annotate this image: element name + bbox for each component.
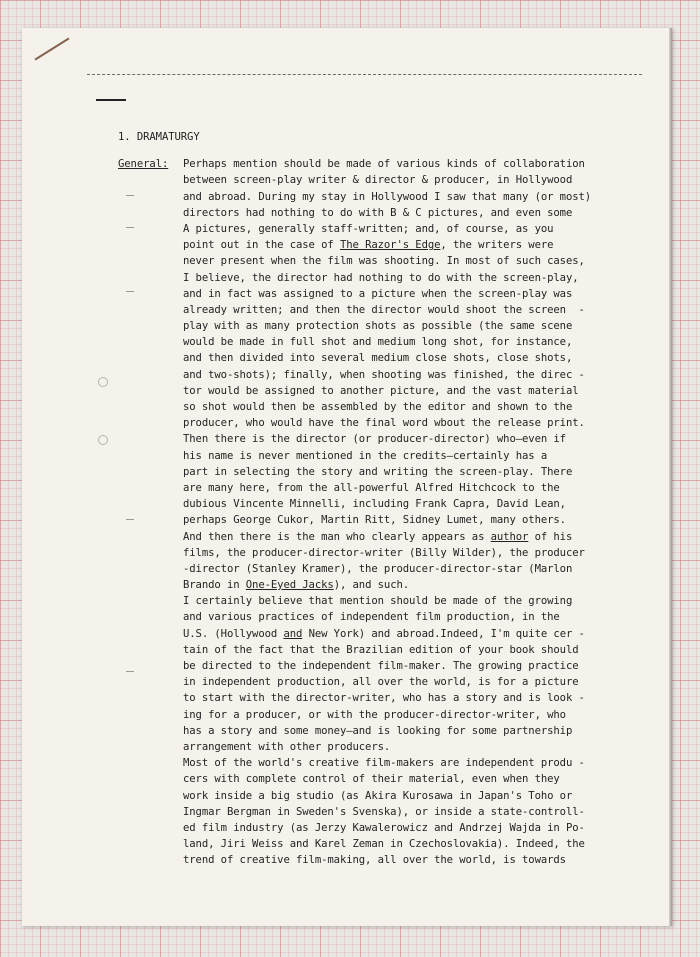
- text-line: already written; and then the director would shoot the screen -: [183, 303, 585, 316]
- text-line: producer, who would have the final word wbout the release print.: [183, 417, 585, 430]
- text-line: tain of the fact that the Brazilian edition of your book should: [183, 643, 579, 656]
- text-line: play with as many protection shots as possible (the same scene: [183, 320, 573, 333]
- text-segment: ), and such.: [333, 579, 410, 592]
- text-line: so shot would then be assembled by the editor and shown to the: [183, 401, 573, 413]
- text-line: in independent production, all over the world, is for a picture: [183, 676, 579, 689]
- section-label: General:: [118, 158, 169, 171]
- text-segment: And then there is the man who clearly appears as: [183, 530, 491, 543]
- punch-hole-mark: [98, 377, 108, 387]
- text-line: never present when the film was shooting. In most of such cases,: [183, 255, 585, 268]
- text-line: ed film industry (as Jerzy Kawalerowicz and Andrzej Wajda in Po-: [183, 821, 585, 834]
- text-line: to start with the director-writer, who has a story and is look -: [183, 692, 585, 705]
- text-segment: , the writers were: [440, 239, 554, 252]
- typed-page: [22, 28, 672, 926]
- paragraph-collaboration: [183, 172, 653, 593]
- text-line: [183, 237, 653, 253]
- text-line: A pictures, generally staff-written; and, of course, as you: [183, 222, 554, 235]
- text-line: be directed to the independent film-maker. The growing practice: [183, 660, 579, 672]
- underlined-title: The Razor's Edge: [339, 239, 441, 252]
- text-line: perhaps George Cukor, Martin Ritt, Sidney Lumet, many others.: [183, 514, 566, 527]
- text-line: would be made in full shot and medium long shot, for instance,: [183, 336, 573, 349]
- text-line: his name is never mentioned in the credits—certainly has a: [183, 449, 548, 462]
- text-line: work inside a big studio (as Akira Kurosawa in Japan's Toho or: [183, 789, 573, 802]
- document-body: [118, 129, 653, 868]
- text-line: has a story and some money—and is looking for some partnership: [183, 724, 573, 737]
- underlined-word: author: [490, 530, 529, 543]
- text-line: [118, 156, 653, 172]
- text-line: land, Jiri Weiss and Karel Zeman in Czechoslovakia). Indeed, the: [183, 838, 585, 851]
- text-segment: New York) and abroad.Indeed, I'm quite cer -: [302, 627, 585, 640]
- text-line: [183, 529, 653, 545]
- text-line: arrangement with other producers.: [183, 740, 391, 753]
- text-line: and then divided into several medium close shots, close shots,: [183, 352, 573, 365]
- text-line: part in selecting the story and writing the screen-play. There: [183, 465, 573, 478]
- text-line: are many here, from the all-powerful Alfred Hitchcock to the: [183, 481, 560, 494]
- pencil-mark: [35, 38, 70, 61]
- text-line: ing for a producer, or with the producer-director-writer, who: [183, 708, 566, 721]
- text-line: directors had nothing to do with B & C pictures, and even some: [183, 206, 573, 219]
- text-line: Ingmar Bergman in Sweden's Svenska), or inside a state-controll-: [183, 805, 585, 818]
- text-segment: of his: [528, 530, 573, 543]
- text-line: and abroad. During my stay in Hollywood I saw that many (or most): [183, 190, 592, 203]
- text-line: I believe, the director had nothing to do with the screen-play,: [183, 271, 579, 284]
- text-line: Then there is the director (or producer-director) who—even if: [183, 433, 566, 446]
- text-line: and two-shots); finally, when shooting was finished, the direc -: [183, 368, 585, 381]
- underlined-word: and: [283, 627, 303, 640]
- text-line: [183, 626, 653, 642]
- paragraph-creative-film-makers: [183, 755, 653, 868]
- text-line: tor would be assigned to another picture, and the vast material: [183, 384, 579, 397]
- text-line: and in fact was assigned to a picture when the screen-play was: [183, 287, 573, 300]
- text-line: trend of creative film-making, all over the world, is towards: [183, 854, 566, 867]
- section-heading: 1. DRAMATURGY: [118, 131, 200, 143]
- underlined-title: One-Eyed Jacks: [245, 579, 334, 592]
- paragraph-independent-production: [183, 593, 653, 755]
- punch-hole-mark: [98, 435, 108, 445]
- text-line: Perhaps mention should be made of various kinds of collaboration: [183, 158, 585, 171]
- text-line: [183, 577, 653, 593]
- text-segment: Brando in: [183, 579, 246, 592]
- text-line: films, the producer-director-writer (Billy Wilder), the producer: [183, 546, 585, 559]
- text-line: Most of the world's creative film-makers are independent produ -: [183, 757, 585, 770]
- text-segment: point out in the case of: [183, 239, 340, 252]
- text-line: cers with complete control of their material, even when they: [183, 773, 560, 786]
- text-line: -director (Stanley Kramer), the producer-director-star (Marlon: [183, 562, 573, 575]
- text-segment: U.S. (Hollywood: [183, 627, 284, 640]
- text-line: between screen-play writer & director & producer, in Hollywood: [183, 174, 573, 187]
- text-line: I certainly believe that mention should be made of the growing: [183, 595, 573, 608]
- typed-dash-mark: [96, 99, 126, 101]
- fold-line: [87, 74, 642, 75]
- text-line: dubious Vincente Minnelli, including Frank Capra, David Lean,: [183, 498, 566, 511]
- page-edge-shadow: [669, 28, 672, 926]
- text-line: and various practices of independent film production, in the: [183, 611, 560, 624]
